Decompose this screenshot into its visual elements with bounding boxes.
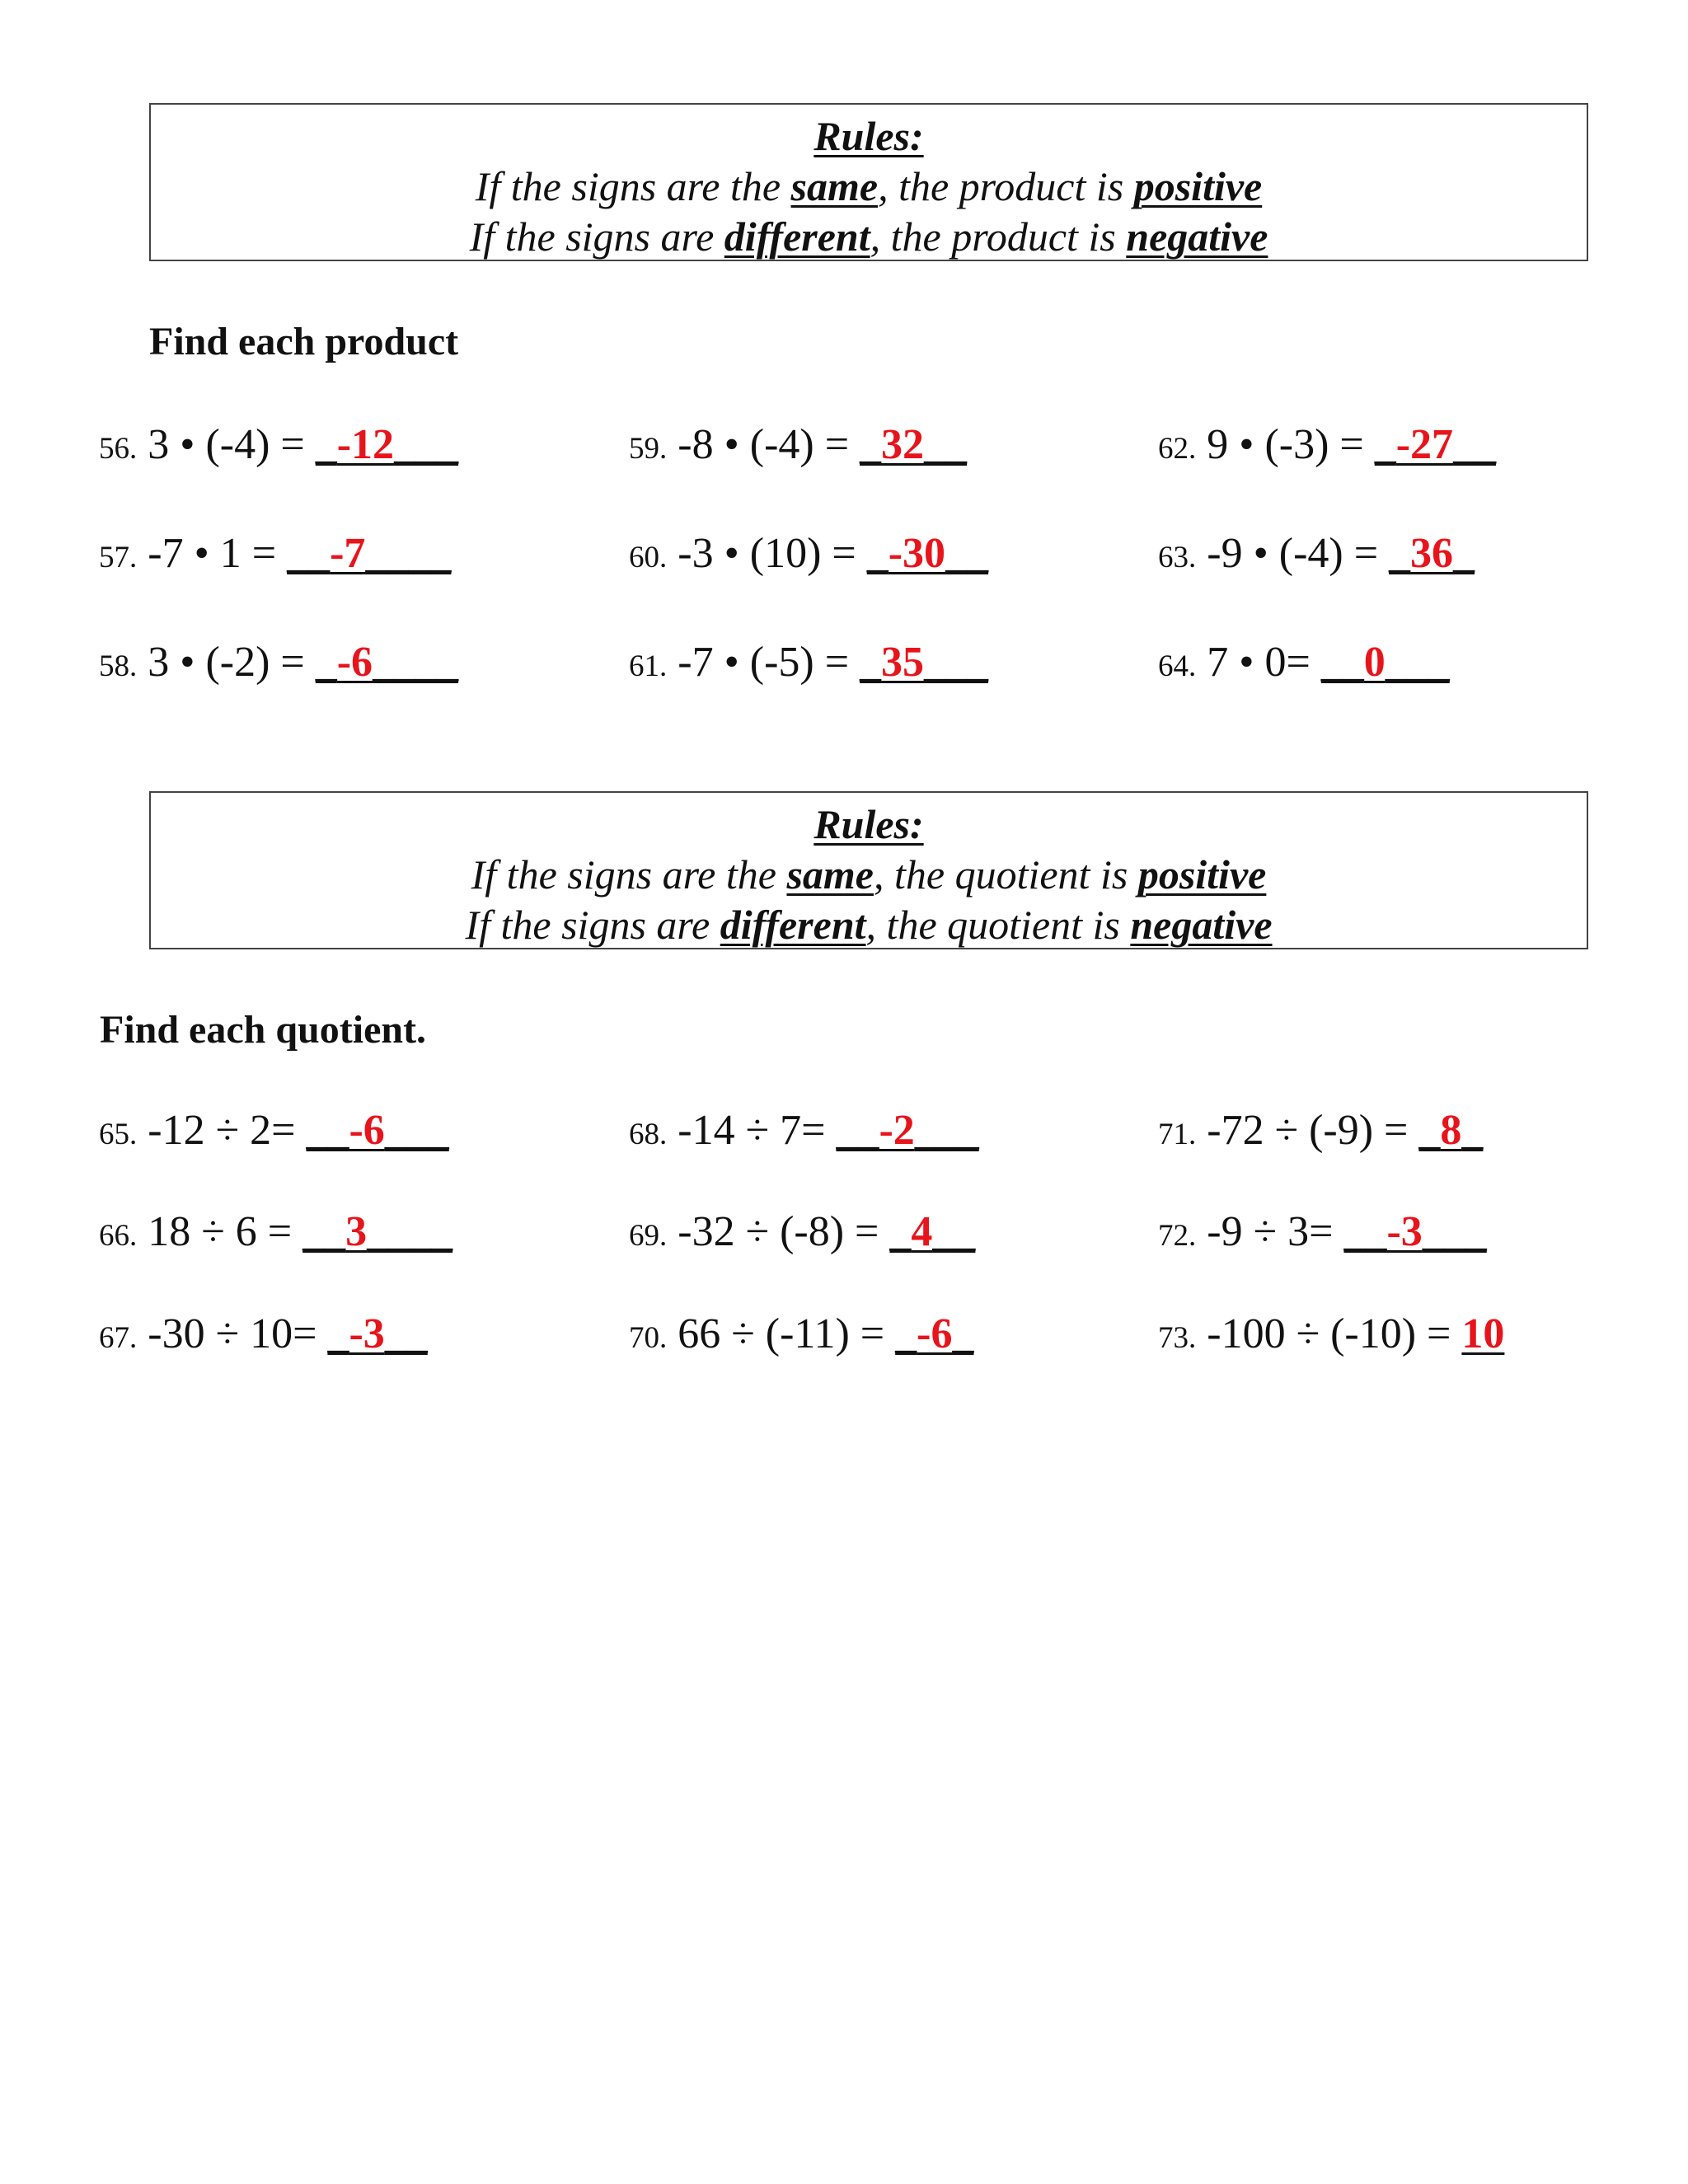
answer-blank: _4__ [889,1208,976,1255]
problem-68: 68. -14 ÷ 7= __-2___ [629,1107,979,1154]
quotient-rules-title: Rules: [814,801,924,847]
answer-blank: _8_ [1418,1107,1484,1154]
product-rules-title: Rules: [814,113,924,159]
problem-66: 66. 18 ÷ 6 = __3____ [99,1208,453,1255]
answer-blank: __-6___ [306,1107,449,1154]
answer-65: -6 [349,1107,385,1154]
answer-71: 8 [1440,1107,1462,1154]
problem-67: 67. -30 ÷ 10= _-3__ [99,1310,428,1357]
problem-57: 57. -7 • 1 = __-7____ [99,530,452,577]
product-heading: Find each product [149,320,459,363]
problem-71: 71. -72 ÷ (-9) = _8_ [1158,1107,1484,1154]
answer-72: -3 [1386,1208,1423,1255]
answer-blank: __-2___ [836,1107,979,1154]
problem-72: 72. -9 ÷ 3= __-3___ [1158,1208,1487,1255]
problem-62: 62. 9 • (-3) = _-27__ [1158,421,1497,468]
problem-61: 61. -7 • (-5) = _35___ [629,639,989,686]
answer-59: 32 [881,421,925,468]
problem-65: 65. -12 ÷ 2= __-6___ [99,1107,449,1154]
answer-63: 36 [1410,530,1454,577]
problem-69: 69. -32 ÷ (-8) = _4__ [629,1208,976,1255]
answer-blank: __-7____ [287,530,452,577]
answer-66: 3 [345,1208,368,1255]
problem-59: 59. -8 • (-4) = _32__ [629,421,968,468]
problem-56: 56. 3 • (-4) = _-12___ [99,421,459,468]
answer-blank: _-3__ [327,1310,428,1357]
answer-58: -6 [336,639,373,686]
answer-blank: __0___ [1320,639,1450,686]
answer-64: 0 [1363,639,1386,686]
answer-62: -27 [1395,421,1454,468]
problem-73: 73. -100 ÷ (-10) = 10 [1158,1310,1505,1357]
answer-blank: __3____ [302,1208,453,1255]
answer-56: -12 [336,421,395,468]
answer-blank: _-6____ [315,639,459,686]
problem-70: 70. 66 ÷ (-11) = _-6_ [629,1310,974,1357]
problem-58: 58. 3 • (-2) = _-6____ [99,639,459,686]
product-rule-same-signs: If the signs are the same, the product is positive [475,163,1263,209]
problem-60: 60. -3 • (10) = _-30__ [629,530,989,577]
answer-blank: _35___ [860,639,989,686]
answer-67: -3 [349,1310,385,1357]
quotient-rule-different-signs: If the signs are different, the quotient is negative [465,902,1273,948]
answer-blank [1461,1310,1504,1357]
answer-57: -7 [330,530,366,577]
quotient-rule-same-signs: If the signs are the same, the quotient is positive [471,851,1267,898]
product-rule-different-signs: If the signs are different, the product is negative [469,213,1268,260]
problem-63: 63. -9 • (-4) = _36_ [1158,530,1475,577]
answer-blank: _-12___ [315,421,459,468]
quotient-heading: Find each quotient. [100,1008,427,1052]
product-rules-box [149,103,1588,261]
answer-70: -6 [917,1310,953,1357]
answer-73: 10 [1461,1310,1505,1357]
answer-68: -2 [879,1107,915,1154]
answer-61: 35 [881,639,925,686]
answer-blank: _36_ [1389,530,1475,577]
problem-64: 64. 7 • 0= __0___ [1158,639,1450,686]
answer-60: -30 [888,530,946,577]
answer-blank: __-3___ [1343,1208,1487,1255]
answer-69: 4 [911,1208,933,1255]
answer-blank: _32__ [860,421,968,468]
quotient-rules-box [149,791,1588,949]
answer-blank: _-27__ [1374,421,1497,468]
answer-blank: _-30__ [866,530,989,577]
answer-blank: _-6_ [895,1310,974,1357]
